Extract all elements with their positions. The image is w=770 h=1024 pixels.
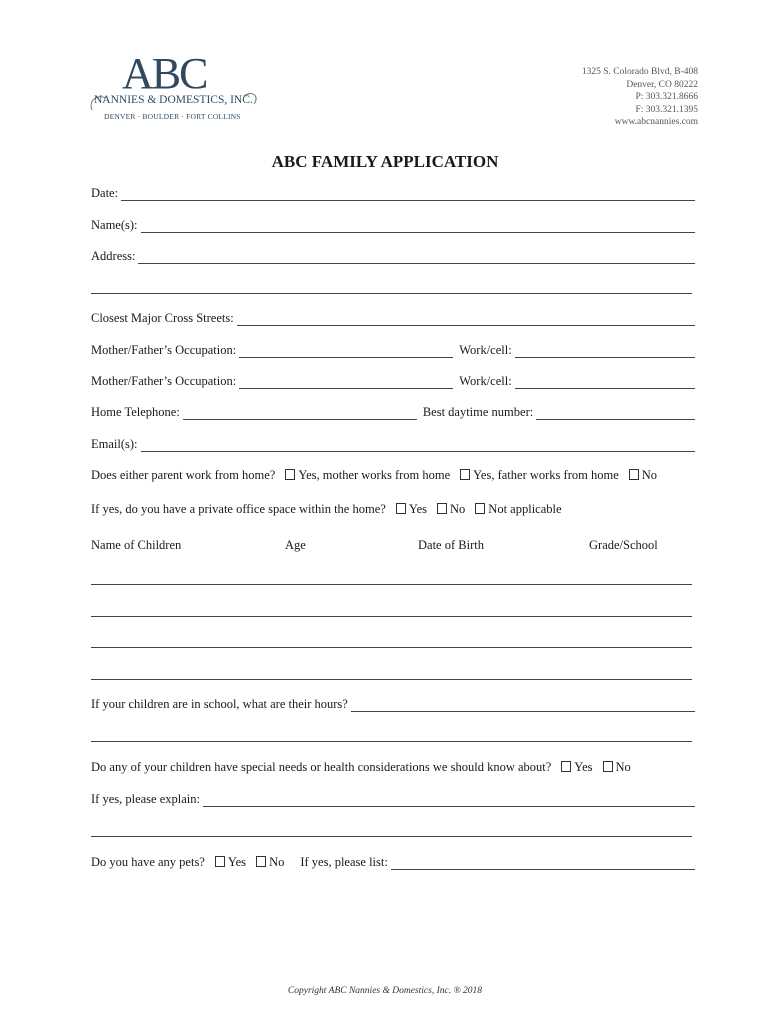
- work-from-home-label: Does either parent work from home?: [91, 468, 276, 482]
- office-option-yes-label: Yes: [408, 502, 428, 516]
- company-logo: [84, 49, 264, 124]
- wfh-option-father[interactable]: [460, 468, 619, 483]
- address-input-line[interactable]: [138, 251, 695, 264]
- wfh-option-mother[interactable]: [285, 468, 450, 483]
- children-row-line-4[interactable]: [91, 679, 692, 680]
- wfh-option-no-label: No: [641, 468, 658, 482]
- logo-letters: ABC: [122, 49, 207, 98]
- office-option-no-label: No: [450, 502, 466, 516]
- children-header-grade: Grade/School: [589, 538, 658, 552]
- pets-option-no-label: No: [269, 855, 285, 869]
- contact-address-line1: 1325 S. Colorado Blvd, B-408: [581, 67, 698, 77]
- names-label: Name(s):: [91, 218, 138, 232]
- occupation-label-1: Mother/Father’s Occupation:: [91, 343, 237, 357]
- pets-list-label: If yes, please list:: [300, 855, 388, 869]
- address-input-line-2[interactable]: [91, 293, 692, 294]
- checkbox-icon[interactable]: [561, 761, 571, 772]
- special-needs-option-yes[interactable]: [561, 760, 592, 775]
- special-needs-option-no-label: No: [615, 760, 631, 774]
- address-field: [91, 249, 695, 264]
- occupation-label-2: Mother/Father’s Occupation:: [91, 374, 237, 388]
- checkbox-icon[interactable]: [256, 856, 266, 867]
- work-cell-input-line-2[interactable]: [515, 376, 695, 389]
- pets-option-no[interactable]: [256, 855, 284, 870]
- explain-field: [91, 792, 695, 807]
- children-header-age: Age: [285, 538, 306, 552]
- work-cell-input-line-1[interactable]: [515, 345, 695, 358]
- cross-streets-field: [91, 311, 695, 326]
- checkbox-icon[interactable]: [603, 761, 613, 772]
- office-option-na[interactable]: [475, 502, 561, 517]
- wfh-option-no[interactable]: [629, 468, 657, 483]
- cross-streets-input-line[interactable]: [237, 313, 695, 326]
- checkbox-icon[interactable]: [285, 469, 295, 480]
- school-hours-field: [91, 697, 695, 712]
- phone-row: [91, 405, 695, 420]
- special-needs-question: [91, 760, 695, 775]
- best-daytime-input-line[interactable]: [536, 407, 695, 420]
- wfh-option-mother-label: Yes, mother works from home: [298, 468, 451, 482]
- work-cell-label-1: Work/cell:: [459, 343, 512, 357]
- pets-list-input-line[interactable]: [391, 857, 695, 870]
- logo-subtitle: NANNIES & DOMESTICS, INC.: [94, 94, 253, 106]
- school-hours-label: If your children are in school, what are their hours?: [91, 697, 348, 711]
- checkbox-icon[interactable]: [215, 856, 225, 867]
- pets-option-yes[interactable]: [215, 855, 246, 870]
- emails-input-line[interactable]: [141, 439, 695, 452]
- checkbox-icon[interactable]: [437, 503, 447, 514]
- occupation-row-2: [91, 374, 695, 389]
- explain-input-line-2[interactable]: [91, 836, 692, 837]
- work-from-home-question: [91, 468, 695, 483]
- home-telephone-input-line[interactable]: [183, 407, 417, 420]
- school-hours-input-line-2[interactable]: [91, 741, 692, 742]
- occupation-row-1: [91, 343, 695, 358]
- contact-fax: F: 303.321.1395: [635, 104, 698, 115]
- pets-question: [91, 855, 695, 870]
- office-option-na-label: Not applicable: [488, 502, 562, 516]
- children-row-line-1[interactable]: [91, 584, 692, 585]
- wfh-option-father-label: Yes, father works from home: [473, 468, 619, 482]
- pets-label: Do you have any pets?: [91, 855, 205, 869]
- date-input-line[interactable]: [121, 188, 695, 201]
- home-telephone-label: Home Telephone:: [91, 405, 180, 419]
- checkbox-icon[interactable]: [460, 469, 470, 480]
- explain-input-line[interactable]: [203, 794, 695, 807]
- checkbox-icon[interactable]: [475, 503, 485, 514]
- contact-address-line2: Denver, CO 80222: [626, 79, 698, 90]
- occupation-input-line-2[interactable]: [239, 376, 453, 389]
- pets-option-yes-label: Yes: [227, 855, 247, 869]
- explain-label: If yes, please explain:: [91, 792, 200, 806]
- emails-field: [91, 437, 695, 452]
- special-needs-option-yes-label: Yes: [574, 760, 593, 774]
- school-hours-input-line[interactable]: [351, 699, 695, 712]
- special-needs-label: Do any of your children have special needs or health considerations we should know about?: [91, 760, 552, 774]
- contact-phone: P: 303.321.8666: [635, 92, 698, 102]
- contact-website[interactable]: www.abcnannies.com: [614, 117, 698, 127]
- children-row-line-3[interactable]: [91, 647, 692, 648]
- office-space-question: [91, 502, 695, 517]
- address-label: Address:: [91, 249, 136, 263]
- logo-cities: DENVER · BOULDER · FORT COLLINS: [104, 112, 241, 121]
- names-field: [91, 218, 695, 233]
- emails-label: Email(s):: [91, 437, 138, 451]
- children-header-dob: Date of Birth: [418, 538, 484, 552]
- office-option-yes[interactable]: [396, 502, 427, 517]
- children-row-line-2[interactable]: [91, 616, 692, 617]
- work-cell-label-2: Work/cell:: [459, 374, 512, 388]
- office-space-label: If yes, do you have a private office space within the home?: [91, 502, 386, 516]
- checkbox-icon[interactable]: [396, 503, 406, 514]
- cross-streets-label: Closest Major Cross Streets:: [91, 311, 234, 325]
- copyright-footer: Copyright ABC Nannies & Domestics, Inc. ® 2018: [287, 986, 483, 996]
- names-input-line[interactable]: [141, 220, 695, 233]
- page-title: ABC FAMILY APPLICATION: [271, 152, 499, 171]
- checkbox-icon[interactable]: [629, 469, 639, 480]
- date-label: Date:: [91, 186, 119, 200]
- date-field: [91, 186, 695, 201]
- office-option-no[interactable]: [437, 502, 465, 517]
- special-needs-option-no[interactable]: [603, 760, 631, 775]
- contact-info: [582, 66, 698, 129]
- children-header-name: Name of Children: [91, 538, 182, 552]
- occupation-input-line-1[interactable]: [239, 345, 453, 358]
- best-daytime-label: Best daytime number:: [422, 405, 534, 419]
